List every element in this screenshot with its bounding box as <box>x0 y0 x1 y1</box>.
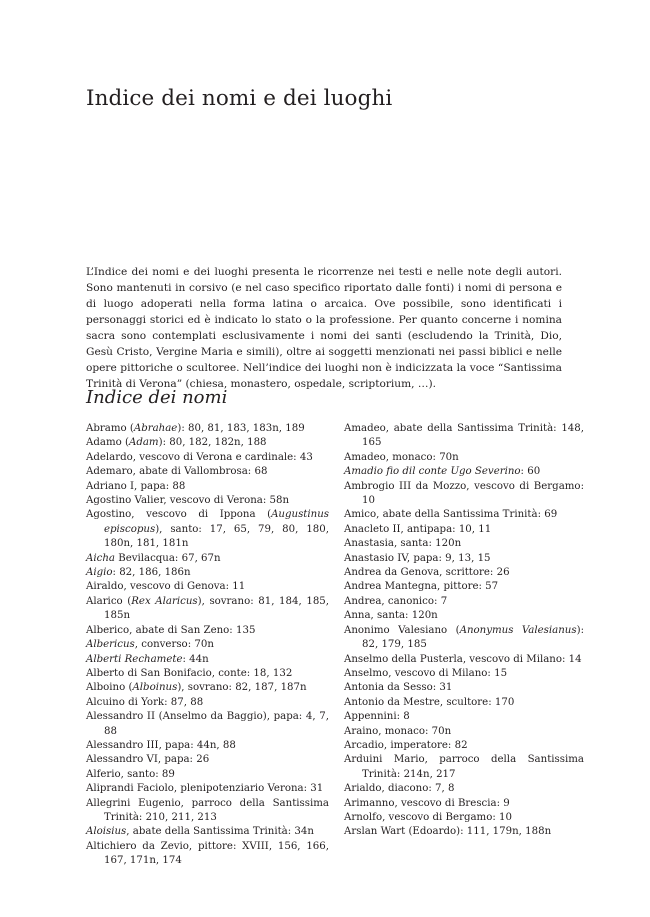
text-segment: Antonia da Sesso: 31 <box>344 682 453 694</box>
index-entry <box>344 797 584 811</box>
index-entry <box>86 422 329 436</box>
italic-text: scriptorium <box>348 378 412 390</box>
index-entry <box>344 480 584 509</box>
index-entry <box>344 782 584 796</box>
index-entry <box>344 667 584 681</box>
index-entry <box>344 537 584 551</box>
text-segment: Allegrini Eugenio, parroco della Santissima Trinità: 210, 211, 213 <box>86 797 329 823</box>
text-segment: Alberto di San Bonifacio, conte: 18, 132 <box>86 667 293 679</box>
text-segment: Anselmo della Pusterla, vescovo di Milano: 14 <box>344 653 582 665</box>
index-entry <box>344 825 584 839</box>
italic-text: Rex Alaricus <box>131 595 198 607</box>
index-entry <box>86 825 329 839</box>
text-segment: Adriano I, papa: 88 <box>86 480 186 492</box>
text-segment: Abramo ( <box>86 423 134 434</box>
index-entry <box>86 667 329 681</box>
text-segment: : 44n <box>182 653 209 665</box>
text-segment: ): 80, 81, 183, 183n, 189 <box>177 423 305 434</box>
text-segment: Ambrogio III da Mozzo, vescovo di Bergamo: 10 <box>344 480 584 507</box>
section-title: Indice dei nomi <box>86 387 228 408</box>
text-segment: sono contemplati esclusivamente i nomi dei santi (escludendo la Trinità, Dio, Gesù Cristo, Vergine Maria e simili), oltre ai soggetti menzionati nei passi biblici e nelle opere pittoriche o scultoree. Nell’indice dei luoghi non è indicizzata la voce “Santissima Trinità di Verona” (chiesa, monastero, ospedale, <box>86 330 562 390</box>
text-segment: Agostino Valier, vescovo di Verona: 58n <box>86 495 290 507</box>
text-segment: : 60 <box>520 466 541 478</box>
text-segment: Alessandro VI, papa: 26 <box>86 754 210 766</box>
index-column-right <box>344 422 584 840</box>
index-entry <box>344 681 584 695</box>
index-entry <box>344 739 584 753</box>
index-entry <box>86 566 329 580</box>
index-entry <box>344 422 584 451</box>
text-segment: Altichiero da Zevio, pittore: XVIII, 156, 166, 167, 171n, 174 <box>86 840 329 867</box>
text-segment: Alboino ( <box>86 682 133 694</box>
italic-text: Amadio fio dil conte Ugo Severino <box>344 466 521 478</box>
index-entry <box>344 451 584 465</box>
index-entry <box>86 753 329 767</box>
text-segment: Alberico, abate di San Zeno: 135 <box>86 624 256 636</box>
text-segment: , …). <box>411 378 437 390</box>
text-segment: Alcuino di York: 87, 88 <box>86 696 204 708</box>
text-segment: Agostino, vescovo di Ippona ( <box>86 509 272 521</box>
index-entry <box>86 595 329 624</box>
text-segment: Antonio da Mestre, scultore: 170 <box>344 696 515 708</box>
index-entry <box>344 566 584 580</box>
index-entry <box>344 753 584 782</box>
page-title: Indice dei nomi e dei luoghi <box>86 86 393 111</box>
text-segment: Anastasio IV, papa: 9, 13, 15 <box>344 552 491 564</box>
text-segment: Adelardo, vescovo di Verona e cardinale: 43 <box>86 451 313 463</box>
index-entry <box>344 653 584 667</box>
text-segment: Amico, abate della Santissima Trinità: 69 <box>344 509 558 521</box>
text-segment: ), sovrano: 82, 187, 187n <box>177 682 307 694</box>
index-entry <box>86 840 329 869</box>
text-segment: , converso: 70n <box>134 639 214 651</box>
index-entry <box>86 638 329 652</box>
index-entry <box>86 681 329 695</box>
italic-text: Augustinus episcopus <box>104 509 329 535</box>
index-entry <box>86 480 329 494</box>
text-segment: Araino, monaco: 70n <box>344 725 452 737</box>
text-segment: Anselmo, vescovo di Milano: 15 <box>344 667 508 679</box>
index-entry <box>86 508 329 551</box>
index-entry <box>86 696 329 710</box>
text-segment: Alferio, santo: 89 <box>86 768 175 780</box>
text-segment: Alarico ( <box>86 595 132 607</box>
index-entry <box>86 552 329 566</box>
text-segment: ): 82, 179, 185 <box>362 624 585 651</box>
text-segment: L’Indice dei nomi e dei luoghi presenta le ricorrenze nei testi e nelle note degli autori. Sono mantenuti in corsivo (e nel caso specifico riportato dalle fonti) i nomi di persona e di luogo adoperati nella forma latina o arcaica. Ove possibile, sono identificati i personaggi storici ed è indicato lo stato o la professione. Per quanto concerne i <box>86 266 562 326</box>
text-segment: : 82, 186, 186n <box>112 567 191 579</box>
index-entry <box>86 624 329 638</box>
italic-text: Alberti Rechamete <box>86 653 183 665</box>
text-segment: Andrea Mantegna, pittore: 57 <box>344 581 499 593</box>
index-entry <box>344 710 584 724</box>
text-segment: Alessandro II (Anselmo da Baggio), papa: 4, 7, 88 <box>86 711 329 737</box>
italic-text: Adam <box>128 437 159 449</box>
index-entry <box>86 797 329 826</box>
text-segment: ), sovrano: 81, 184, 185, 185n <box>104 595 330 622</box>
text-segment: Arslan Wart (Edoardo): 111, 179n, 188n <box>344 826 552 838</box>
index-column-left <box>86 422 329 869</box>
italic-text: Albericus <box>86 639 135 651</box>
text-segment: Anastasia, santa: 120n <box>344 538 462 550</box>
italic-text: Aigio <box>86 567 113 579</box>
index-entry <box>86 451 329 465</box>
index-entry <box>86 653 329 667</box>
index-entry <box>344 696 584 710</box>
text-segment: Arcadio, imperatore: 82 <box>344 739 468 751</box>
text-segment: Andrea da Genova, scrittore: 26 <box>344 567 510 579</box>
index-entry <box>86 436 329 450</box>
text-segment: ): 80, 182, 182n, 188 <box>158 437 267 449</box>
text-segment: Amadeo, abate della Santissima Trinità: 148, 165 <box>344 423 584 449</box>
text-segment: Andrea, canonico: 7 <box>344 595 448 607</box>
text-segment: Arimanno, vescovo di Brescia: 9 <box>344 797 510 809</box>
index-entry <box>344 725 584 739</box>
text-segment: Arialdo, diacono: 7, 8 <box>344 783 455 795</box>
text-segment: Anonimo Valesiano ( <box>344 624 460 636</box>
text-segment: Arduini Mario, parroco della Santissima Trinità: 214n, 217 <box>344 754 584 780</box>
italic-text: Aloisius <box>86 826 127 838</box>
text-segment: Ademaro, abate di Vallombrosa: 68 <box>86 466 268 478</box>
italic-text: Anonymus Valesianus <box>459 624 577 636</box>
index-entry <box>86 580 329 594</box>
italic-text: Abrahae <box>133 423 178 434</box>
index-entry <box>86 782 329 796</box>
text-segment: , abate della Santissima Trinità: 34n <box>126 826 314 838</box>
text-segment: Alessandro III, papa: 44n, 88 <box>86 739 236 751</box>
text-segment: ), santo: 17, 65, 79, 80, 180, 180n, 181, 181n <box>104 523 329 550</box>
index-entry <box>86 739 329 753</box>
text-segment: Appennini: 8 <box>344 711 410 723</box>
index-entry <box>344 508 584 522</box>
text-segment: Anacleto II, antipapa: 10, 11 <box>344 523 492 535</box>
index-entry <box>344 552 584 566</box>
text-segment: Bevilacqua: 67, 67n <box>114 552 221 564</box>
index-entry <box>344 595 584 609</box>
index-entry <box>344 624 584 653</box>
intro-paragraph <box>86 264 562 392</box>
italic-text: nomina sacra <box>86 314 562 342</box>
index-entry <box>344 609 584 623</box>
index-entry <box>344 811 584 825</box>
text-segment: Adamo ( <box>86 437 129 449</box>
index-entry <box>344 523 584 537</box>
index-entry <box>86 465 329 479</box>
index-entry <box>86 768 329 782</box>
text-segment: Aliprandi Faciolo, plenipotenziario Verona: 31 <box>86 783 324 795</box>
index-entry <box>86 710 329 739</box>
index-entry <box>344 580 584 594</box>
text-segment: Airaldo, vescovo di Genova: 11 <box>86 581 246 593</box>
italic-text: Alboinus <box>132 682 178 694</box>
italic-text: Aicha <box>86 552 115 564</box>
text-segment: Amadeo, monaco: 70n <box>344 451 459 463</box>
text-segment: Anna, santa: 120n <box>344 610 438 622</box>
index-entry <box>86 494 329 508</box>
index-entry <box>344 465 584 479</box>
text-segment: Arnolfo, vescovo di Bergamo: 10 <box>344 811 512 823</box>
